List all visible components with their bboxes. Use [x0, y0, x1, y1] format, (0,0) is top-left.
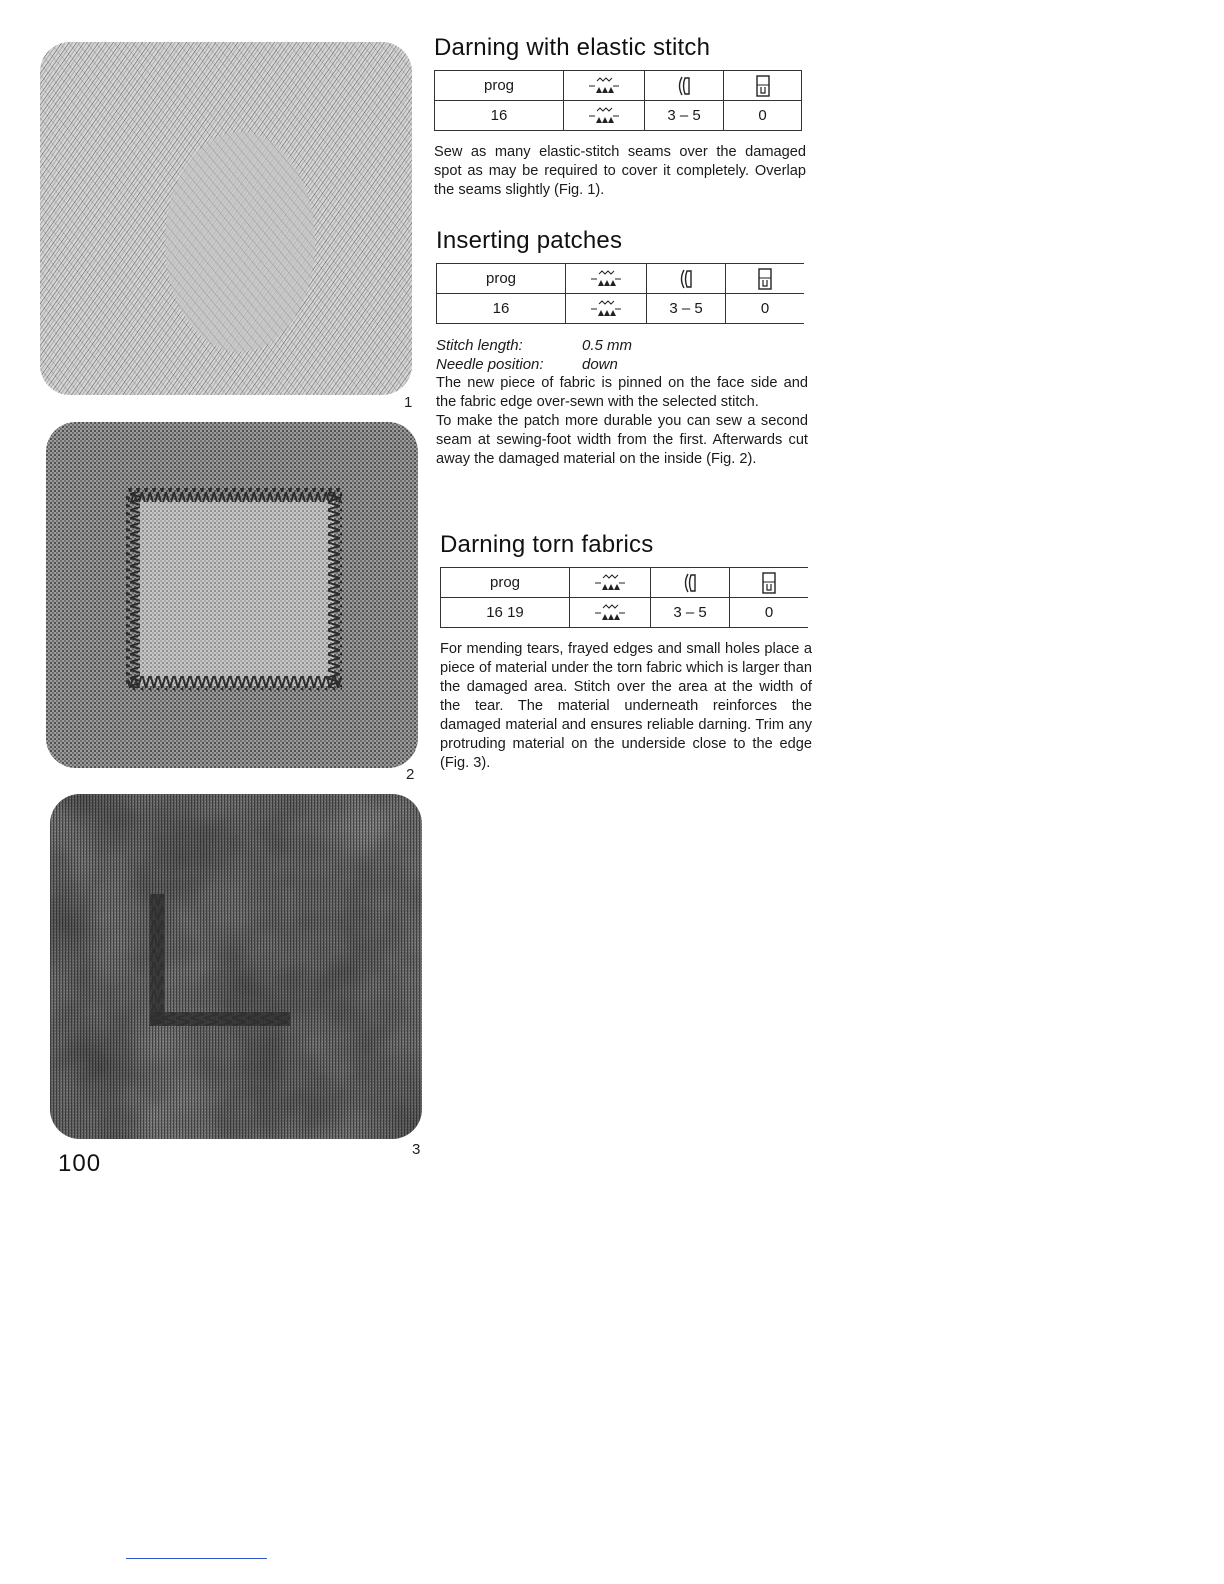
elastic-stitch-icon: [589, 300, 623, 318]
section-text: For mending tears, frayed edges and small holes place a piece of material under the torn fabric which is larger than the damaged area. Stitch over the area at the width of the tear. The material underneath reinforces the damaged material and ensures reliable darning. Trim any protruding material on the underside close to the edge (Fig. 3).: [440, 641, 812, 771]
table-header-row: [435, 71, 802, 101]
prog-value: 16 19: [441, 598, 570, 628]
figure-1-photo: [40, 42, 412, 395]
sewing-foot-icon: [757, 267, 773, 291]
needle-position-value: down: [582, 356, 618, 373]
foot-value: 0: [730, 598, 809, 628]
patched-fabric-photo: [46, 422, 418, 768]
settings-table: [440, 567, 808, 628]
stitch-length-label: Stitch length:: [436, 337, 523, 354]
table-row: [437, 294, 805, 324]
prog-header: prog: [437, 264, 566, 294]
section-title: Darning with elastic stitch: [434, 34, 711, 61]
section-title: Darning torn fabrics: [440, 531, 654, 558]
stitch-length-value: 0.5 mm: [582, 337, 633, 354]
figure-2-photo: [46, 422, 418, 768]
section-text: Sew as many elastic-stitch seams over the damaged spot as may be required to cover it completely. Overlap the seams slightly (Fig. 1).: [434, 144, 806, 198]
elastic-stitch-icon: [587, 77, 621, 95]
foot-value: 0: [726, 294, 805, 324]
table-header-row: [437, 264, 805, 294]
section-title: Inserting patches: [436, 227, 623, 254]
sewing-foot-icon: [761, 571, 777, 595]
stitch-width-icon: [681, 572, 699, 594]
elastic-stitch-icon: [593, 574, 627, 592]
settings-table: [434, 70, 802, 131]
stitch-width-icon: [675, 75, 693, 97]
stitch-width-value: 3 – 5: [651, 598, 730, 628]
elastic-stitch-icon: [587, 107, 621, 125]
torn-fabric-photo: [50, 794, 422, 1139]
section-text: The new piece of fabric is pinned on the face side and the fabric edge over-sewn with the selected stitch.: [436, 375, 808, 410]
spec-list: [436, 336, 808, 374]
elastic-stitch-icon: [589, 270, 623, 288]
section-darning-torn: [440, 531, 812, 773]
foot-value: 0: [724, 101, 802, 131]
prog-header: prog: [435, 71, 564, 101]
elastic-stitch-icon: [593, 604, 627, 622]
figure-3-number: 3: [412, 1141, 421, 1158]
sewing-foot-icon: [755, 74, 771, 98]
darned-fabric-photo: [40, 42, 412, 395]
stitch-width-value: 3 – 5: [647, 294, 726, 324]
table-row: [441, 598, 809, 628]
section-darning-elastic: [434, 34, 806, 200]
figure-2-number: 2: [406, 766, 415, 783]
table-header-row: [441, 568, 809, 598]
prog-value: 16: [437, 294, 566, 324]
settings-table: [436, 263, 804, 324]
figure-3-photo: [50, 794, 422, 1139]
stitch-width-value: 3 – 5: [645, 101, 724, 131]
stitch-width-icon: [677, 268, 695, 290]
section-inserting-patches: [436, 227, 808, 469]
figure-1-number: 1: [404, 394, 413, 411]
prog-value: 16: [435, 101, 564, 131]
prog-header: prog: [441, 568, 570, 598]
needle-position-label: Needle position:: [436, 356, 544, 373]
footer-rule: [126, 1558, 267, 1559]
page-number: 100: [58, 1150, 102, 1177]
table-row: [435, 101, 802, 131]
section-text: To make the patch more durable you can sew a second seam at sewing-foot width from the first. Afterwards cut away the damaged material on the inside (Fig. 2).: [436, 413, 808, 467]
